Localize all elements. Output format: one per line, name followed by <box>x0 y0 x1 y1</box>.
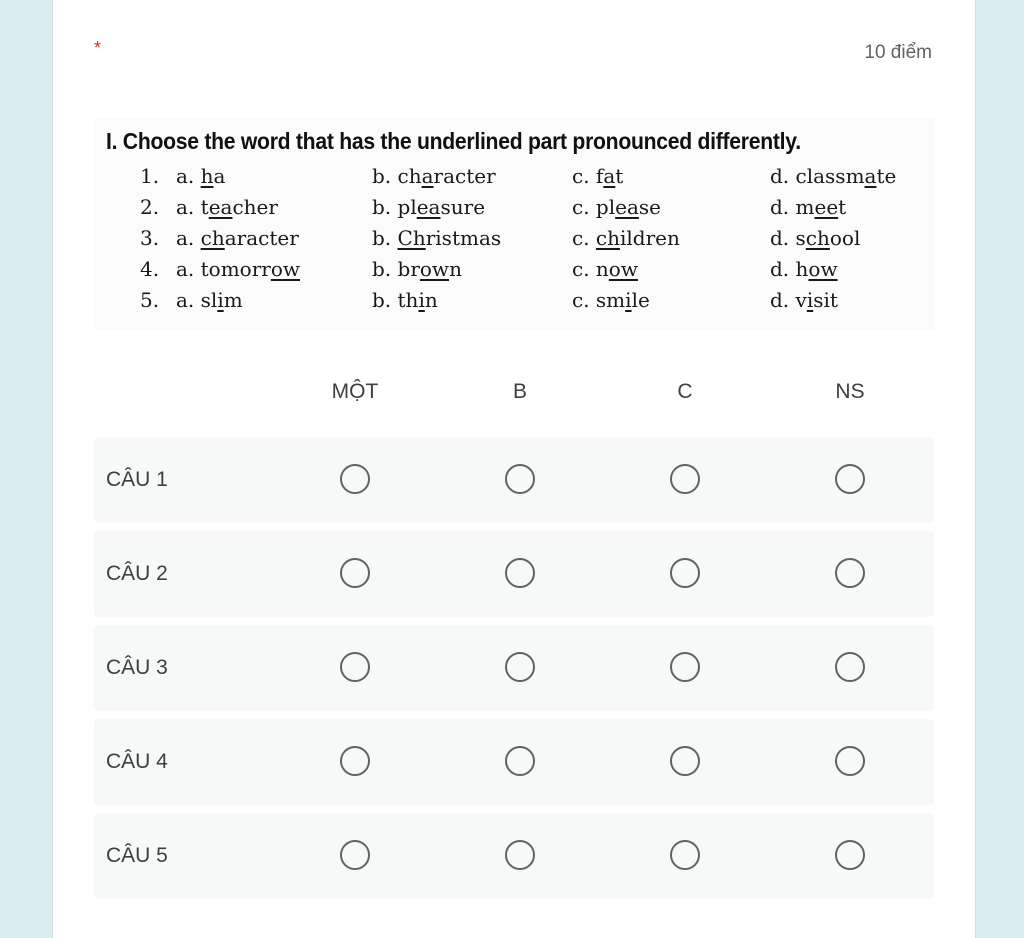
option-c-pre: c. <box>572 226 596 250</box>
option-b-ul: ea <box>416 195 441 219</box>
question-item-number: 3. <box>140 226 160 250</box>
question-item-row <box>94 288 934 318</box>
question-item-row <box>94 164 934 194</box>
grid-row <box>94 813 934 899</box>
grid-row-label: CÂU 5 <box>106 844 168 867</box>
grid-column-header: MỘT <box>331 380 379 403</box>
option-c-ul: ch <box>595 226 621 250</box>
radio-button[interactable] <box>340 840 370 870</box>
question-item-row <box>94 195 934 225</box>
points-label: 10 điểm <box>864 42 932 63</box>
radio-button[interactable] <box>340 464 370 494</box>
option-b-pre: b. br <box>372 257 420 281</box>
option-d-post: ool <box>829 226 861 250</box>
grid-row-label: CÂU 3 <box>106 656 168 679</box>
option-b-ul: Ch <box>397 226 426 250</box>
question-item-row <box>94 226 934 256</box>
grid-row <box>94 719 934 805</box>
option-b <box>372 257 462 281</box>
option-a-ul: h <box>200 164 214 188</box>
option-c <box>572 288 650 312</box>
option-c-pre: c. pl <box>572 195 616 219</box>
option-b-pre: b. pl <box>372 195 417 219</box>
option-b <box>372 164 496 188</box>
option-d <box>770 226 860 250</box>
option-c <box>572 195 661 219</box>
option-b-pre: b. <box>372 226 398 250</box>
option-d-pre: d. h <box>770 257 809 281</box>
option-b-post: n <box>424 288 438 312</box>
option-d-pre: d. m <box>770 195 815 219</box>
option-d-ul: a <box>864 164 877 188</box>
question-image <box>94 118 934 330</box>
option-b-ul: ow <box>419 257 450 281</box>
option-a <box>176 164 225 188</box>
grid-row <box>94 625 934 711</box>
option-d-ul: ch <box>805 226 830 250</box>
grid-column-header: B <box>512 380 527 403</box>
radio-button[interactable] <box>505 652 535 682</box>
option-d-ul: i <box>806 288 814 312</box>
option-a-ul: i <box>217 288 224 312</box>
option-a <box>176 288 243 312</box>
radio-button[interactable] <box>505 464 535 494</box>
option-b-pre: b. ch <box>372 164 422 188</box>
option-a-post: m <box>223 288 243 312</box>
radio-button[interactable] <box>505 558 535 588</box>
grid-column-header: C <box>677 380 693 403</box>
option-a-post: a <box>213 164 226 188</box>
option-c-pre: c. n <box>572 257 609 281</box>
option-c <box>572 164 623 188</box>
option-b-post: ristmas <box>425 226 502 250</box>
radio-button[interactable] <box>835 558 865 588</box>
question-item-number: 5. <box>140 288 160 312</box>
option-b-post: n <box>449 257 462 281</box>
option-a <box>176 195 278 219</box>
radio-button[interactable] <box>835 652 865 682</box>
radio-button[interactable] <box>505 840 535 870</box>
required-marker: * <box>94 38 102 58</box>
option-c-pre: c. sm <box>572 288 626 312</box>
grid-row-label: CÂU 2 <box>106 562 168 585</box>
question-item-row <box>94 257 934 287</box>
grid-column-header: NS <box>835 380 865 403</box>
radio-button[interactable] <box>835 464 865 494</box>
option-a-pre: a. <box>176 164 201 188</box>
question-item-number: 1. <box>140 164 160 188</box>
option-c-post: le <box>631 288 650 312</box>
option-a-post: cher <box>232 195 278 219</box>
option-b-ul: i <box>418 288 425 312</box>
option-d <box>770 257 838 281</box>
grid-row-label: CÂU 4 <box>106 750 168 773</box>
option-d <box>770 195 846 219</box>
option-c <box>572 226 680 250</box>
option-d-post: sit <box>813 288 838 312</box>
question-item-number: 4. <box>140 257 160 281</box>
radio-button[interactable] <box>670 840 700 870</box>
radio-button[interactable] <box>340 558 370 588</box>
option-a-ul: ow <box>270 257 301 281</box>
question-image-title: I. Choose the word that has the underlined part pronounced differently. <box>106 128 801 154</box>
option-a-pre: a. sl <box>176 288 218 312</box>
option-d <box>770 288 838 312</box>
option-d-pre: d. v <box>770 288 807 312</box>
option-b <box>372 195 485 219</box>
option-c-post: se <box>638 195 661 219</box>
option-d-pre: d. s <box>770 226 806 250</box>
option-c-post: t <box>615 164 624 188</box>
option-a-pre: a. t <box>176 195 209 219</box>
option-c-ul: ow <box>608 257 638 281</box>
option-b <box>372 288 438 312</box>
option-b-pre: b. th <box>372 288 419 312</box>
radio-button[interactable] <box>340 746 370 776</box>
option-c-pre: c. f <box>572 164 604 188</box>
option-d-ul: ee <box>814 195 839 219</box>
option-d-post: t <box>838 195 847 219</box>
option-c-post: ildren <box>620 226 680 250</box>
question-item-number: 2. <box>140 195 160 219</box>
option-a-ul: ch <box>200 226 225 250</box>
option-d-ul: ow <box>808 257 838 281</box>
option-a-post: aracter <box>224 226 299 250</box>
option-a <box>176 226 299 250</box>
grid-row <box>94 437 934 523</box>
radio-button[interactable] <box>670 652 700 682</box>
option-a <box>176 257 300 281</box>
option-a-pre: a. tomorr <box>176 257 271 281</box>
option-b-post: sure <box>440 195 486 219</box>
radio-button[interactable] <box>670 464 700 494</box>
option-d-pre: d. classm <box>770 164 865 188</box>
option-a-pre: a. <box>176 226 201 250</box>
grid-row-label: CÂU 1 <box>106 468 168 491</box>
radio-button[interactable] <box>505 746 535 776</box>
option-c-ul: a <box>603 164 616 188</box>
option-c <box>572 257 638 281</box>
option-a-ul: ea <box>208 195 233 219</box>
option-c-ul: i <box>625 288 632 312</box>
option-b <box>372 226 501 250</box>
option-b-ul: a <box>421 164 434 188</box>
option-d-post: te <box>876 164 897 188</box>
radio-button[interactable] <box>340 652 370 682</box>
radio-button[interactable] <box>835 840 865 870</box>
radio-button[interactable] <box>670 746 700 776</box>
option-d <box>770 164 896 188</box>
option-c-ul: ea <box>615 195 639 219</box>
radio-button[interactable] <box>835 746 865 776</box>
grid-row <box>94 531 934 617</box>
option-b-post: racter <box>433 164 496 188</box>
radio-button[interactable] <box>670 558 700 588</box>
